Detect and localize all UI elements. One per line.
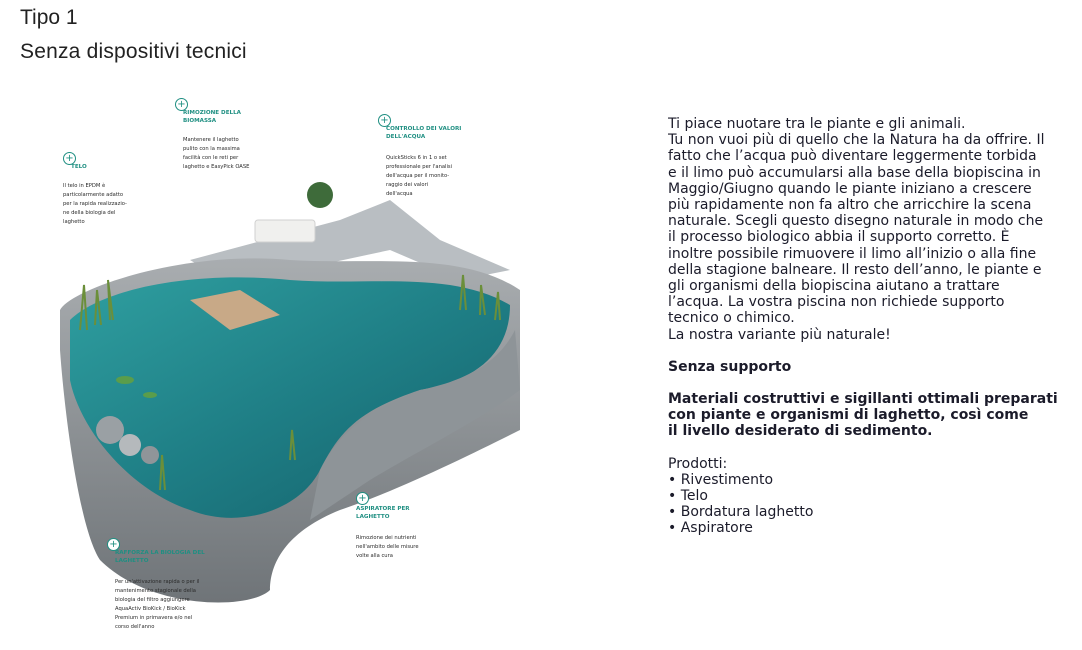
product-item: • Rivestimento — [668, 471, 774, 488]
callout-title: RAFFORZA LA BIOLOGIA DEL — [115, 550, 205, 556]
materials-line: con piante e organismi di laghetto, così come — [668, 407, 1029, 424]
callout-title: CONTROLLO DEI VALORI — [386, 126, 462, 132]
callout-text: Rimozione dei nutrienti — [356, 535, 417, 541]
callout-text: dell'acqua per il monito- — [386, 173, 450, 179]
callout-text: corso dell'anno — [115, 624, 155, 630]
callout-text: laghetto e EasyPick OASE — [183, 164, 250, 170]
callout-text: QuickSticks 6 in 1 o set — [386, 155, 447, 161]
callout-text: Per un'attivazione rapida o per il — [115, 579, 200, 585]
products-label: Prodotti: — [668, 455, 728, 472]
materials-line: il livello desiderato di sedimento. — [668, 423, 933, 440]
callout-title: BIOMASSA — [183, 118, 217, 124]
product-item: • Telo — [668, 488, 708, 505]
description-line: gli organismi della biopiscina aiutano a trattare — [668, 278, 1000, 295]
description-line: fatto che l’acqua può diventare leggermente torbida — [668, 148, 1037, 165]
callout-text: Il telo in EPDM è — [63, 183, 106, 189]
callout-text: Mantenere il laghetto — [183, 137, 239, 143]
description-line: naturale. Scegli questo disegno naturale in modo che — [668, 213, 1044, 230]
callout-text: pulito con la massima — [183, 146, 240, 152]
description-line: l’acqua. La vostra piscina non richiede supporto — [668, 294, 1005, 311]
description-line: più rapidamente non fa altro che arricchire la scena — [668, 197, 1032, 214]
callout-text: Premium in primavera e/o nel — [115, 615, 193, 621]
plus-icon[interactable]: + — [107, 538, 120, 551]
callout-text: AquaActiv BioKick / BioKick — [115, 606, 186, 612]
callout-text: per la rapida realizzazio- — [63, 201, 127, 207]
callout-title: TELO — [71, 164, 87, 170]
product-item: • Aspiratore — [668, 520, 753, 537]
rock — [119, 434, 141, 456]
lily-pad — [143, 392, 157, 398]
callout-title: DELL'ACQUA — [386, 134, 426, 140]
callout-text: raggio dei valori — [386, 182, 429, 188]
callout-text: biologia del filtro aggiungere — [115, 597, 190, 603]
description-line: inoltre possibile rimuovere il limo all’inizio o alla fine — [668, 245, 1037, 262]
description-line: Tu non vuoi più di quello che la Natura ha da offrire. Il — [668, 132, 1045, 149]
callout-text: dell'acqua — [386, 191, 413, 197]
plus-icon[interactable]: + — [356, 492, 369, 505]
plus-icon[interactable]: + — [378, 114, 391, 127]
description-line: La nostra variante più naturale! — [668, 326, 891, 343]
pool-cutaway-drawing — [40, 90, 560, 650]
callout-text: particolarmente adatto — [63, 192, 124, 198]
callout-title: LAGHETTO — [356, 514, 390, 520]
lily-pad — [116, 376, 134, 384]
potted-tree — [307, 182, 333, 208]
description-column — [668, 116, 1082, 537]
outdoor-sofa — [255, 220, 315, 242]
rock — [141, 446, 159, 464]
description-line: e il limo può accumularsi alla base della biopiscina in — [668, 164, 1041, 181]
description-line: tecnico o chimico. — [668, 310, 795, 327]
callout-text: nell'ambito delle misure — [356, 544, 419, 550]
materials-line: Materiali costruttivi e sigillanti ottimali preparati — [668, 391, 1058, 408]
callout-text: facilità con le reti per — [183, 155, 239, 161]
callout-text: mantenimento stagionale della — [115, 588, 196, 594]
callout-title: LAGHETTO — [115, 558, 149, 564]
callout-title: RIMOZIONE DELLA — [183, 110, 241, 116]
description-line: della stagione balneare. Il resto dell’anno, le piante e — [668, 261, 1042, 278]
callout-title: ASPIRATORE PER — [356, 506, 410, 512]
description-line: il processo biologico abbia il supporto corretto. È — [668, 229, 1010, 246]
biopool-illustration — [40, 90, 560, 650]
description-line: Maggio/Giugno quando le piante iniziano a crescere — [668, 180, 1032, 197]
description-line: Ti piace nuotare tra le piante e gli animali. — [668, 116, 966, 132]
callout-text: laghetto — [63, 219, 85, 225]
support-heading: Senza supporto — [668, 358, 792, 375]
page-subtitle: Senza dispositivi tecnici — [20, 40, 247, 63]
callout-text: professionale per l'analisi — [386, 164, 453, 170]
rock — [96, 416, 124, 444]
product-item: • Bordatura laghetto — [668, 504, 814, 521]
callout-text: volte alla cura — [356, 553, 393, 559]
callout-text: ne della biologia del — [63, 210, 116, 216]
page-title: Tipo 1 — [20, 6, 78, 29]
plus-icon[interactable]: + — [63, 152, 76, 165]
plus-icon[interactable]: + — [175, 98, 188, 111]
